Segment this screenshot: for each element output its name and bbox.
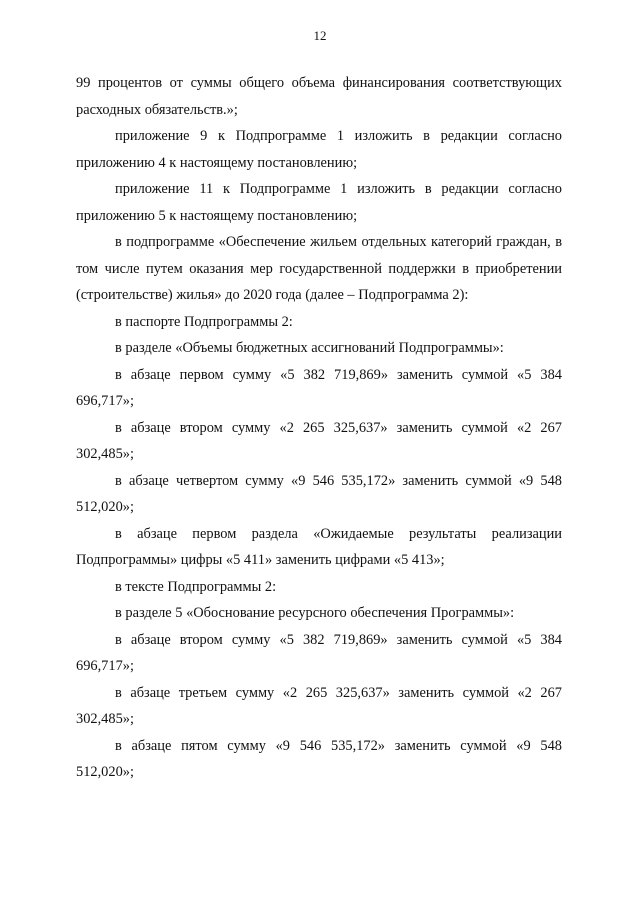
paragraph-section5-fifth: в абзаце пятом сумму «9 546 535,172» заменить суммой «9 548 512,020»; xyxy=(76,737,562,780)
paragraph-appendix-9: приложение 9 к Подпрограмме 1 изложить в редакции согласно приложению 4 к настоящему постановлению; xyxy=(76,128,562,171)
paragraph-passport: в паспорте Подпрограммы 2: xyxy=(115,313,293,330)
paragraph-budget-second: в абзаце втором сумму «2 265 325,637» заменить суммой «2 267 302,485»; xyxy=(76,419,562,462)
document-body xyxy=(76,70,562,786)
paragraph-budget-fourth: в абзаце четвертом сумму «9 546 535,172» заменить суммой «9 548 512,020»; xyxy=(76,472,562,515)
paragraph-section5-second: в абзаце втором сумму «5 382 719,869» заменить суммой «5 384 696,717»; xyxy=(76,631,562,674)
paragraph-financing-tail: 99 процентов от суммы общего объема финансирования соответствующих расходных обязательств.»; xyxy=(76,75,562,118)
paragraph-section5-third: в абзаце третьем сумму «2 265 325,637» заменить суммой «2 267 302,485»; xyxy=(76,684,562,727)
paragraph-text-subprogram: в тексте Подпрограммы 2: xyxy=(115,578,277,595)
paragraph-section-5: в разделе 5 «Обоснование ресурсного обеспечения Программы»: xyxy=(115,605,515,621)
paragraph-budget-section: в разделе «Объемы бюджетных ассигнований Подпрограммы»: xyxy=(115,340,504,356)
paragraph-budget-first: в абзаце первом сумму «5 382 719,869» заменить суммой «5 384 696,717»; xyxy=(76,366,562,409)
page-number: 12 xyxy=(313,28,327,43)
paragraph-subprogram-2-title: в подпрограмме «Обеспечение жильем отдельных категорий граждан, в том числе путем оказания мер государственной поддержки в приобретении (строительстве) жилья» до 2020 года (далее – Подпрограмма 2): xyxy=(76,234,562,303)
paragraph-expected-results: в абзаце первом раздела «Ожидаемые результаты реализации Подпрограммы» цифры «5 411» заменить цифрами «5 413»; xyxy=(76,525,562,568)
paragraph-appendix-11: приложение 11 к Подпрограмме 1 изложить в редакции согласно приложению 5 к настоящему постановлению; xyxy=(76,181,562,224)
